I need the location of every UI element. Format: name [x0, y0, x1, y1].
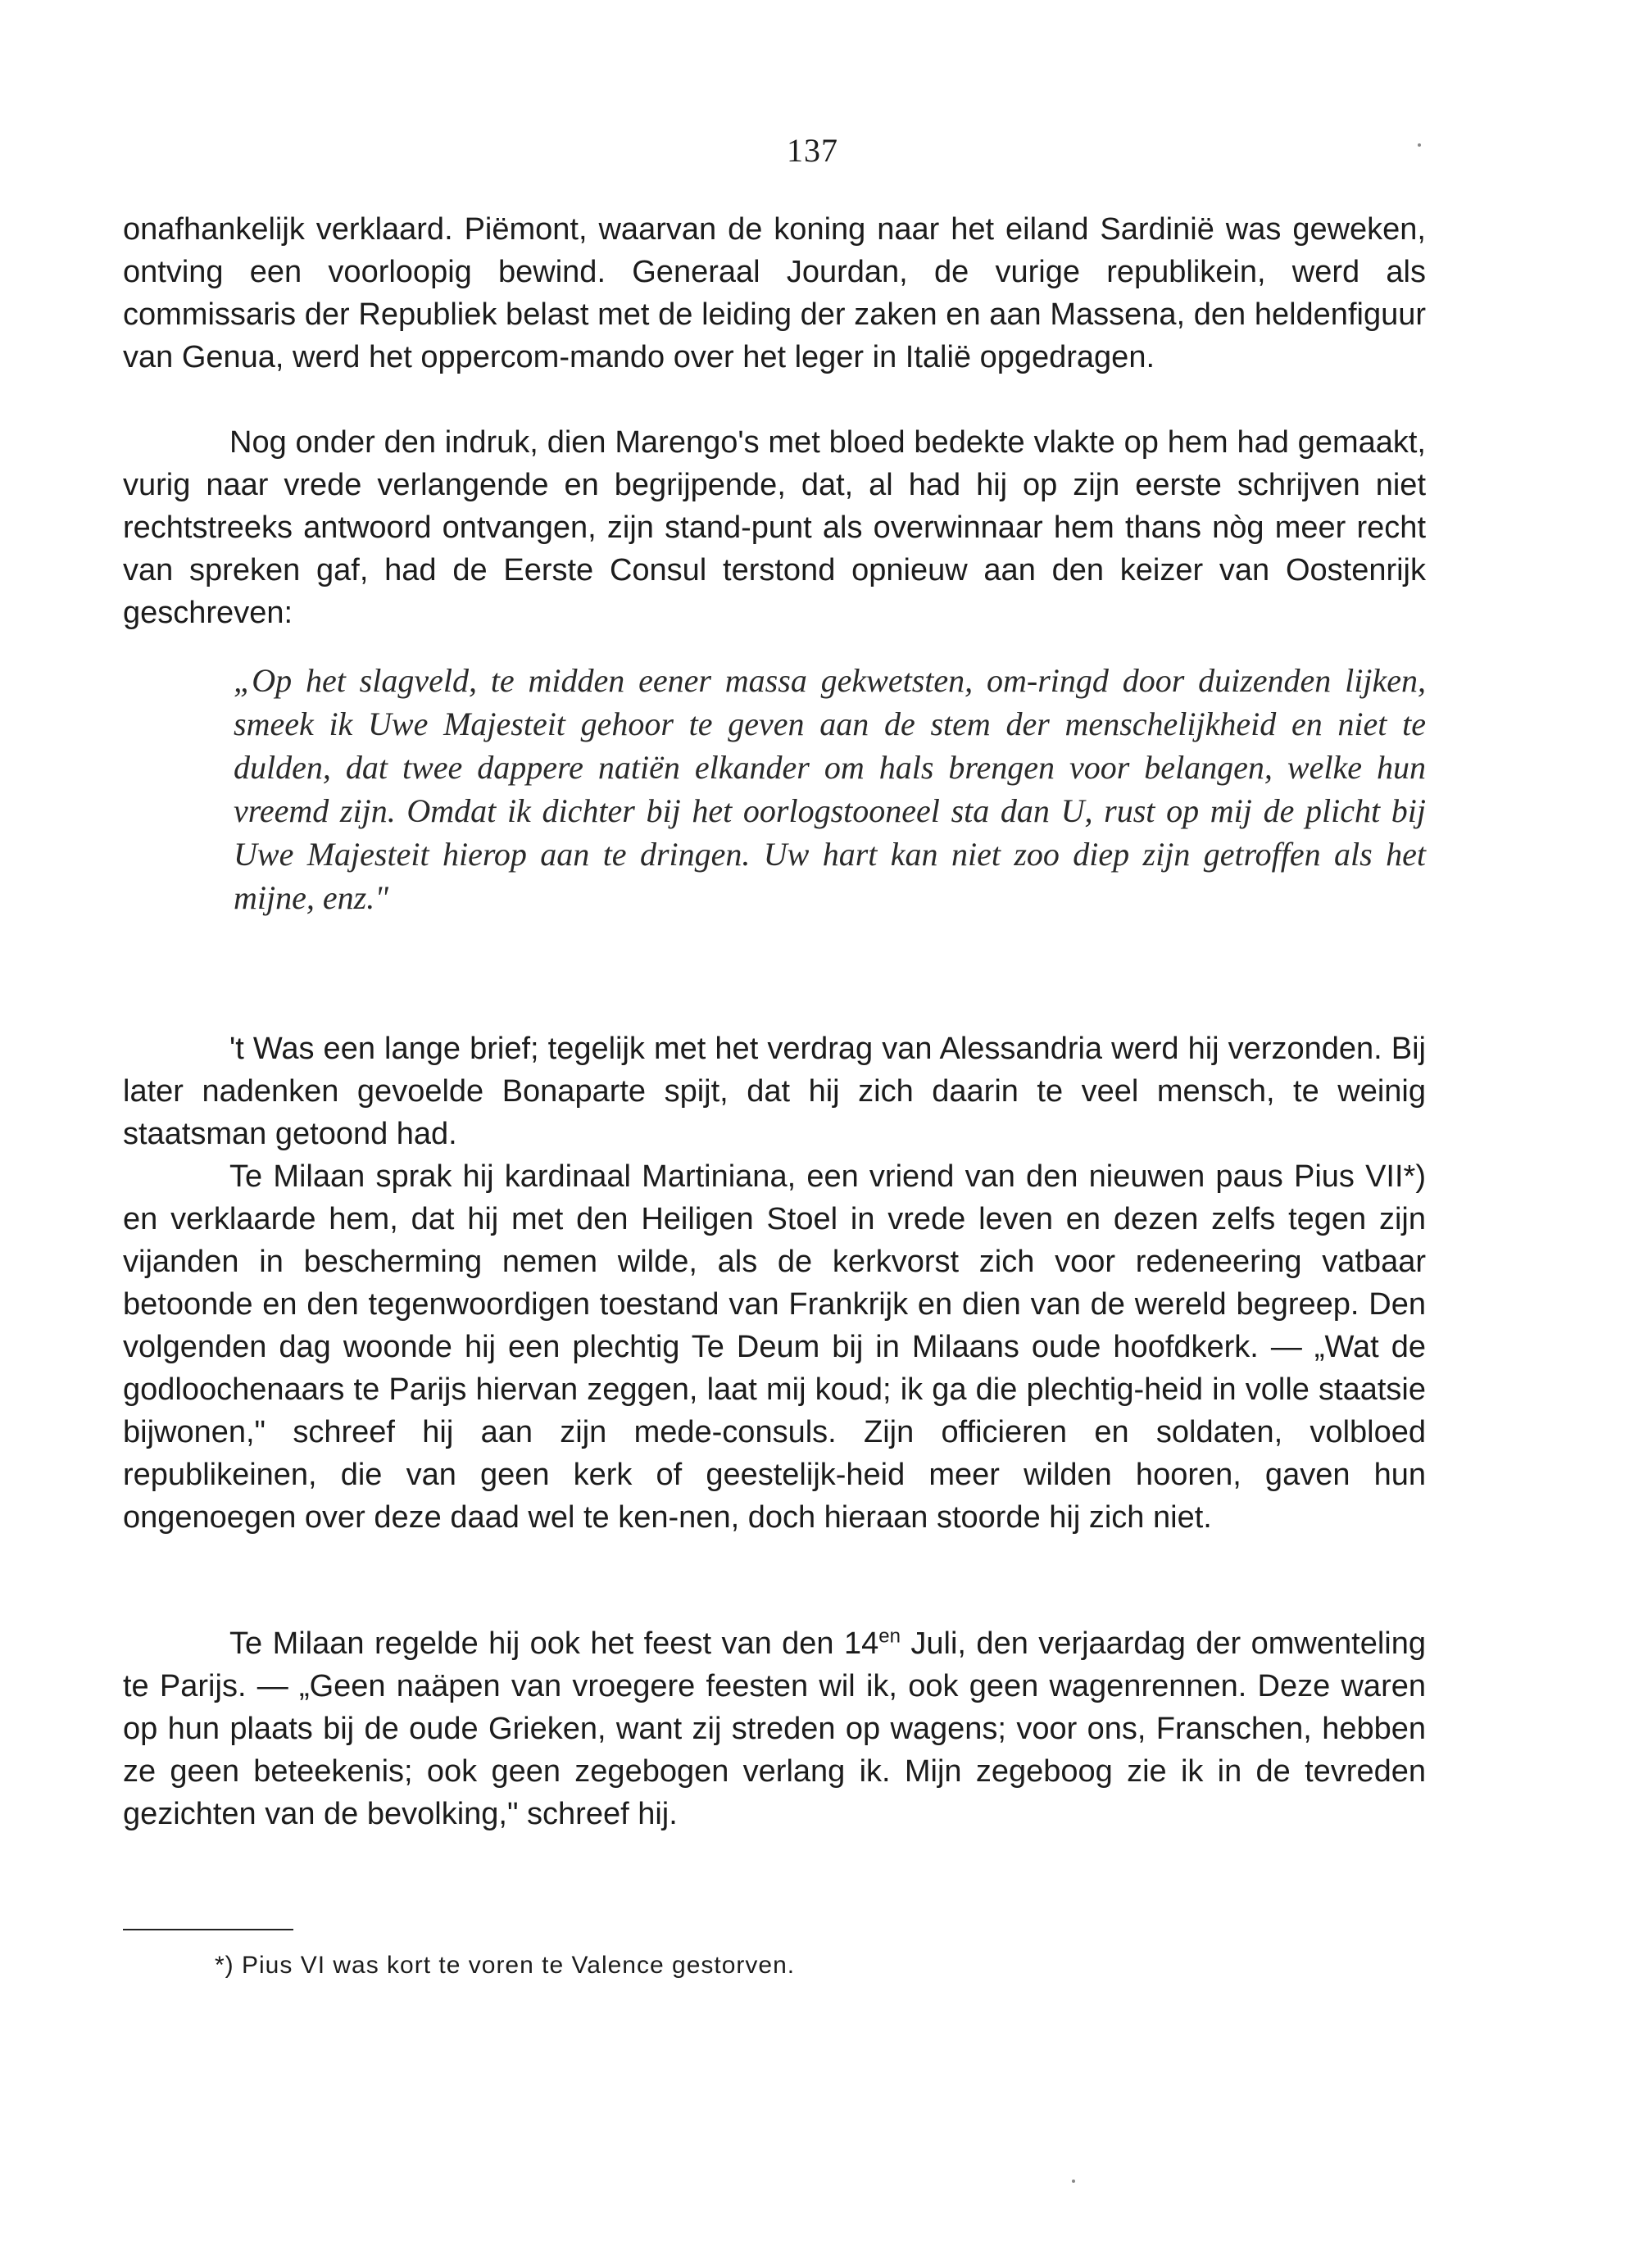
footnote-divider — [123, 1929, 293, 1930]
footnote: *) Pius VI was kort te voren te Valence gestorven. — [215, 1952, 796, 1979]
page-number: 137 — [787, 132, 838, 169]
paragraph-5-rest: Juli, den verjaardag der omwenteling te Parijs. — „Geen naäpen van vroegere feesten wil ik, ook geen wagenrennen. Deze waren op hun plaats bij de oude Grieken, want zij streden op wagens; voor ons, Franschen, hebben ze geen beteekenis; ook geen zegebogen verlang ik. Mijn zegeboog zie ik in de tevreden gezichten van de bevolking," schreef hij. — [123, 1626, 1426, 1831]
print-speck — [1418, 143, 1421, 147]
quoted-letter: „Op het slagveld, te midden eener massa gekwetsten, om-ringd door duizenden lijken, smeek ik Uwe Majesteit gehoor te geven aan de stem der menschelijkheid en niet te dulden, dat twee dappere natiën elkander om hals brengen voor belangen, welke hun vreemd zijn. Omdat ik dichter bij het oorlogstooneel sta dan U, rust op mij de plicht bij Uwe Majesteit hierop aan te dringen. Uw hart kan niet zoo diep zijn getroffen als het mijne, enz." — [234, 662, 1426, 916]
paragraph-1: onafhankelijk verklaard. Piëmont, waarvan de koning naar het eiland Sardinië was geweken, ontving een voorloopig bewind. Generaal Jourdan, de vurige republikein, werd als commissaris der Republiek belast met de leiding der zaken en aan Massena, den heldenfiguur van Genua, werd het oppercom-mando over het leger in Italië opgedragen. — [123, 212, 1426, 374]
ordinal-superscript: en — [878, 1625, 901, 1648]
paragraph-5 — [123, 1622, 1426, 1835]
paragraph-4: Te Milaan sprak hij kardinaal Martiniana, een vriend van den nieuwen paus Pius VII*) en verklaarde hem, dat hij met den Heiligen Stoel in vrede leven en dezen zelfs tegen zijn vijanden in bescherming nemen wilde, als de kerkvorst zich voor redeneering vatbaar betoonde en den tegenwoordigen toestand van Frankrijk en dien van de wereld begreep. Den volgenden dag woonde hij een plechtig Te Deum bij in Milaans oude hoofdkerk. — „Wat de godloochenaars te Parijs hiervan zeggen, laat mij koud; ik ga die plechtig-heid in volle staatsie bijwonen," schreef hij aan zijn mede-consuls. Zijn officieren en soldaten, volbloed republikeinen, die van geen kerk of geestelijk-heid meer wilden hooren, gaven hun ongenoegen over deze daad wel te ken-nen, doch hieraan stoorde hij zich niet. — [123, 1159, 1426, 1535]
paragraph-3: 't Was een lange brief; tegelijk met het verdrag van Alessandria werd hij verzonden. Bij later nadenken gevoelde Bonaparte spijt, dat hij zich daarin te veel mensch, te weinig staatsman getoond had. — [123, 1032, 1426, 1151]
paragraph-2: Nog onder den indruk, dien Marengo's met bloed bedekte vlakte op hem had gemaakt, vurig naar vrede verlangende en begrijpende, dat, al had hij op zijn eerste schrijven niet rechtstreeks antwoord ontvangen, zijn stand-punt als overwinnaar hem thans nòg meer recht van spreken gaf, had de Eerste Consul terstond opnieuw aan den keizer van Oostenrijk geschreven: — [123, 425, 1426, 630]
paragraph-5-start: Te Milaan regelde hij ook het feest van den 14 — [229, 1626, 879, 1661]
print-speck — [1072, 2180, 1075, 2183]
